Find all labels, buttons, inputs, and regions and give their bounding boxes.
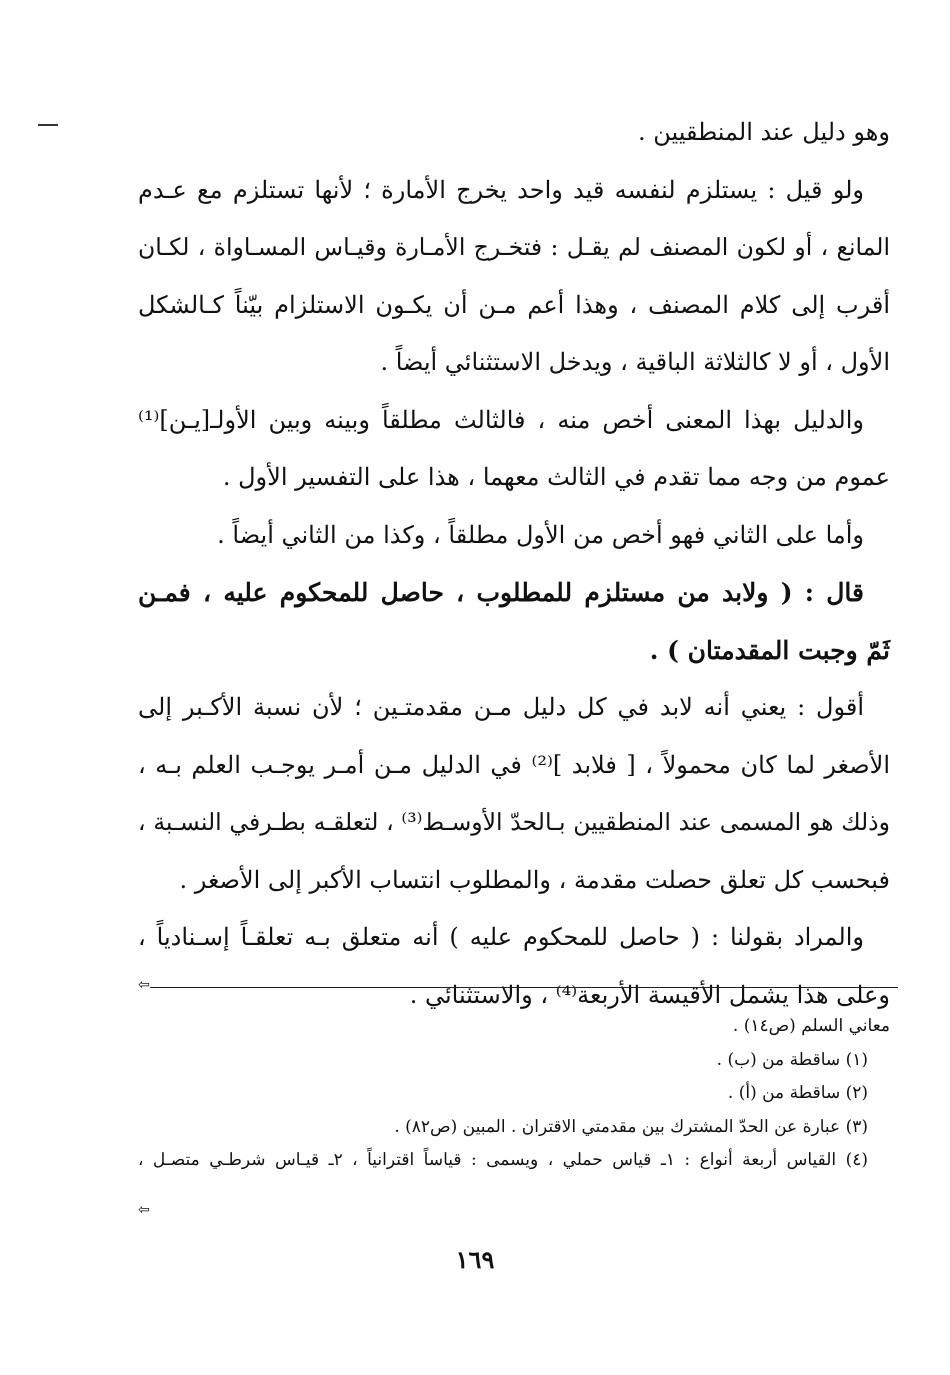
text-line: الأول ، أو لا كالثلاثة الباقية ، ويدخل الاستثنائي أيضاً . <box>380 348 890 376</box>
footnote-separator <box>150 987 898 988</box>
text-line: أقرب إلى كلام المصنف ، وهذا أعم مـن أن يكـون الاستلزام بيّناً كـالشكل <box>138 290 890 319</box>
text-line: الأصغر لما كان محمولاً ، [ فلابد ]⁽²⁾ في الدليل مـن أمـر يوجـب العلم بـه ، <box>138 750 890 779</box>
text-line: ثَمّ وجبت المقدمتان ) . <box>649 635 890 665</box>
page-number: ١٦٩ <box>455 1245 495 1274</box>
main-text <box>138 104 890 1024</box>
footnote: (٣) عبارة عن الحدّ المشترك بين مقدمتي الاقتران . المبين (ص٨٢) . <box>394 1116 868 1137</box>
text-line: فبحسب كل تعلق حصلت مقدمة ، والمطلوب انتساب الأكبر إلى الأصغر . <box>179 865 890 894</box>
arrow-left-icon: ⇦ <box>138 977 150 993</box>
text-line: المانع ، أو لكون المصنف لم يقـل : فتخـرج الأمـارة وقيـاس المسـاواة ، لكـان <box>138 233 890 261</box>
footnote: (٤) القياس أربعة أنواع : ١ـ قياس حملي ، ويسمى : قياساً اقترانياً ، ٢ـ قيـاس شرطـي متصـل ، <box>138 1150 868 1170</box>
text-line: أقول : يعني أنه لابد في كل دليل مـن مقدمتـين ؛ لأن نسبة الأكـبر إلى <box>138 693 864 721</box>
text-line: ولو قيل : يستلزم لنفسه قيد واحد يخرج الأمارة ؛ لأنها تستلزم مع عـدم <box>138 175 864 204</box>
footnote: معاني السلم (ص١٤) . <box>732 1016 890 1036</box>
text-line: وهو دليل عند المنطقيين . <box>637 118 890 146</box>
text-line: والدليل بهذا المعنى أخص منه ، فالثالث مطلقاً وبينه وبين الأولـ[يـن]⁽¹⁾ <box>138 405 864 434</box>
text-line: وأما على الثاني فهو أخص من الأول مطلقاً ، وكذا من الثاني أيضاً . <box>217 520 864 549</box>
text-line: والمراد بقولنا : ( حاصل للمحكوم عليه ) أنه متعلق بـه تعلقـاً إسـنادياً ، <box>138 923 864 951</box>
text-line: وعلى هذا يشمل الأقيسة الأربعة⁽⁴⁾ ، والاستثنائي . <box>409 980 890 1009</box>
margin-mark <box>38 124 58 126</box>
text-line: وذلك هو المسمى عند المنطقيين بـالحدّ الأوسـط⁽³⁾ ، لتعلقـه بطـرفي النسـبة ، <box>138 808 890 836</box>
text-line: عموم من وجه مما تقدم في الثالث معهما ، هذا على التفسير الأول . <box>222 463 890 491</box>
footnote: (٢) ساقطة من (أ) . <box>727 1083 868 1103</box>
footnotes <box>138 1010 890 1178</box>
footnote: (١) ساقطة من (ب) . <box>716 1049 868 1070</box>
continuation-arrow-icon: ⇦ <box>138 1202 150 1218</box>
text-line: قال : ( ولابد من مستلزم للمطلوب ، حاصل للمحكوم عليه ، فمـن <box>138 578 864 607</box>
